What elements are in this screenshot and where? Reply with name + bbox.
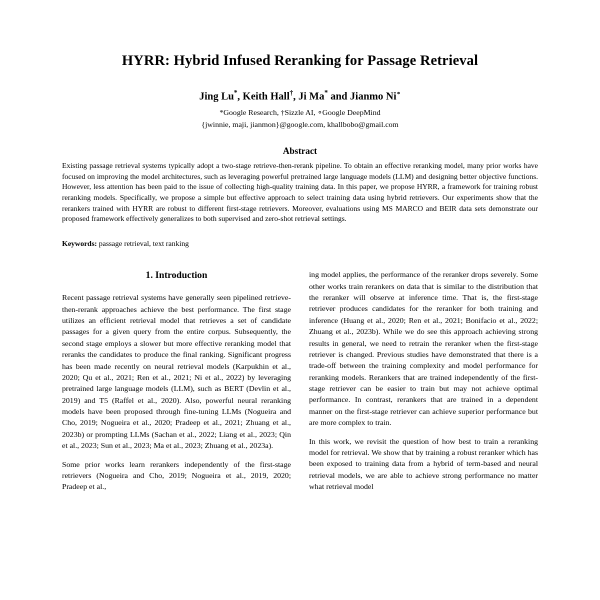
paragraph: ing model applies, the performance of the reranker drops severely. Some other works train rerankers on data that is similar to the distribution that the reranker will observe at inference time. That is, the first-stage retriever produces candidates for the reranker for both training and inference (Huang et al., 2020; Ren et al., 2021; Bonifacio et al., 2022; Zhuang et al., 2023b). While we do see this approach achieving strong results in general, we need to retrain the reranker when the first-stage retriever is changed. Previous studies have demonstrated that there is a trade-off between the training complexity and model performance for reranking models. Rerankers that are trained independently of the first-stage retriever can be easier to train but may not achieve optimal performance. In contrast, rerankers that are trained in a dependent manner on the first-stage retriever can achieve superior performance but are more complex to train. bbox=[309, 270, 538, 428]
section-heading-introduction: 1. Introduction bbox=[145, 270, 208, 282]
keywords-value: passage retrieval, text ranking bbox=[98, 238, 189, 248]
keywords-label: Keywords: bbox=[62, 238, 97, 248]
author-list: Jing Lu*, Keith Hall†, Ji Ma* and Jianmo Ni∘ bbox=[199, 88, 401, 103]
column-left bbox=[62, 269, 291, 492]
abstract-text: Existing passage retrieval systems typically adopt a two-stage retrieve-then-rerank pipeline. To obtain an effective reranking model, many prior works have focused on improving the model architectures, such as leveraging powerful pretrained large language models (LLM) and designing better objective functions. However, less attention has been paid to the issue of collecting high-quality training data. In this paper, we propose HYRR, a framework for training robust reranking models. Specifically, we propose a simple but effective approach to select training data using hybrid retrievers. Our experiments show that the rerankers trained with HYRR are robust to different first-stage retrievers. Moreover, evaluations using MS MARCO and BEIR data sets demonstrate our proposed framework effectively generalizes to both supervised and zero-shot retrieval settings. bbox=[62, 160, 538, 224]
page-bottom-edge bbox=[0, 590, 600, 600]
affiliation-line: *Google Research, †Sizzle AI, ∘Google DeepMind bbox=[219, 108, 381, 118]
affiliations bbox=[62, 107, 538, 130]
email-line: {jwinnie, maji, jianmon}@google.com, khallbobo@gmail.com bbox=[201, 119, 399, 129]
paragraph: Recent passage retrieval systems have generally seen pipelined retrieve-then-rerank approaches achieve the best performance. The first stage utilizes an efficient retrieval model that retrieves a set of candidate passages for a given query from the entire corpus. Subsequently, the second stage employs a slower but more effective reranking model that reranks the candidates to produce the final ranking. Significant progress has been made recently on neural retrieval models (Karpukhin et al., 2020; Qu et al., 2021; Ren et al., 2021; Ni et al., 2022) by leveraging pretrained large language models (LLM), such as BERT (Devlin et al., 2019) and T5 (Raffel et al., 2020). Also, powerful neural reranking models have been proposed through fine-tuning LLMs (Nogueira and Cho, 2019; Nogueira et al., 2020; Pradeep et al., 2021; Zhuang et al., 2023b) or prompting LLMs (Sachan et al., 2022; Liang et al., 2023; Qin et al., 2023; Sun et al., 2023; Ma et al., 2023; Zhuang et al., 2023a). bbox=[62, 293, 291, 451]
keywords-line bbox=[62, 239, 538, 250]
body-columns bbox=[62, 269, 538, 492]
abstract-heading: Abstract bbox=[282, 145, 318, 156]
paragraph: Some prior works learn rerankers independently of the first-stage retrievers (Nogueira and Cho, 2019; Nogueira et al., 2019, 2020; Pradeep et al., bbox=[62, 459, 291, 492]
page-title: HYRR: Hybrid Infused Reranking for Passage Retrieval bbox=[121, 53, 479, 69]
paragraph: In this work, we revisit the question of how best to train a reranking model for retrieval. We show that by training a robust reranker which has been exposed to training data from a hybrid of term-based and neural retrieval models, we are able to achieve strong performance no matter what retrieval model bbox=[309, 436, 538, 492]
column-right bbox=[309, 269, 538, 492]
